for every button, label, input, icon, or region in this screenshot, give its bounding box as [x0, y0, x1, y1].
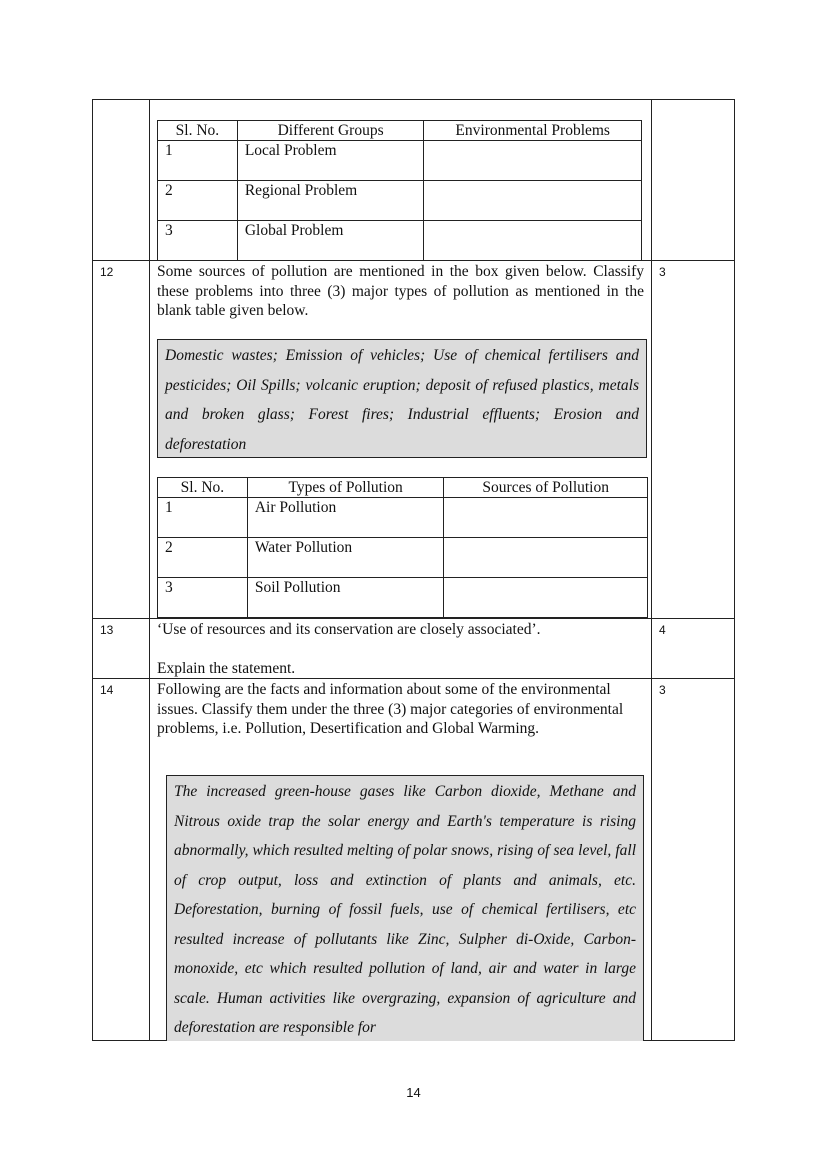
table-row [158, 498, 648, 538]
column-header: Sl. No. [158, 478, 248, 498]
answer-cell[interactable] [424, 221, 642, 261]
environmental-problems-table [157, 120, 642, 261]
group-name: Global Problem [237, 221, 424, 261]
pollution-sources-box: Domestic wastes; Emission of vehicles; Use of chemical fertilisers and pesticides; Oil Spills; volcanic eruption; deposit of refused plastics, metals and broken glass; Forest fires; Industrial effluents; Erosion and deforestation [157, 339, 647, 458]
serial-number: 1 [158, 498, 248, 538]
question-number: 14 [100, 683, 114, 697]
page-number: 14 [406, 1085, 421, 1100]
table-row [158, 538, 648, 578]
question-text: Following are the facts and information about some of the environmental issues. Classify them under the three (3) major categories of environmental problems, i.e. Pollution, Desertification and Global Warming. [157, 681, 624, 737]
question-number: 13 [100, 623, 114, 637]
table-row [158, 141, 642, 181]
serial-number: 2 [158, 538, 248, 578]
column-header: Different Groups [237, 121, 424, 141]
question-instruction: Explain the statement. [157, 660, 296, 677]
answer-cell[interactable] [424, 141, 642, 181]
pollution-types-table [157, 477, 648, 618]
answer-cell[interactable] [444, 498, 648, 538]
question-text: ‘Use of resources and its conservation are closely associated’. [157, 621, 541, 638]
column-header: Sources of Pollution [444, 478, 648, 498]
serial-number: 3 [158, 578, 248, 618]
column-header: Types of Pollution [247, 478, 444, 498]
pollution-type: Air Pollution [247, 498, 444, 538]
table-row [158, 181, 642, 221]
pollution-type: Soil Pollution [247, 578, 444, 618]
question-marks: 3 [659, 683, 666, 697]
answer-cell[interactable] [444, 578, 648, 618]
table-header-row [158, 478, 648, 498]
column-header: Sl. No. [158, 121, 238, 141]
question-number: 12 [100, 265, 114, 279]
serial-number: 2 [158, 181, 238, 221]
column-divider-marks [651, 99, 652, 1041]
environmental-issues-box: The increased green-house gases like Carbon dioxide, Methane and Nitrous oxide trap the solar energy and Earth's temperature is rising abnormally, which resulted melting of polar snows, rising of sea level, fall of crop output, loss and extinction of plants and animals, etc. Deforestation, burning of fossil fuels, use of chemical fertilisers, etc resulted increase of pollutants like Zinc, Sulpher di-Oxide, Carbon-monoxide, etc which resulted pollution of land, air and water in large scale. Human activities like overgrazing, expansion of agriculture and deforestation are responsible for [166, 775, 644, 1041]
answer-cell[interactable] [444, 538, 648, 578]
answer-cell[interactable] [424, 181, 642, 221]
pollution-type: Water Pollution [247, 538, 444, 578]
question-marks: 4 [659, 623, 666, 637]
serial-number: 3 [158, 221, 238, 261]
column-header: Environmental Problems [424, 121, 642, 141]
column-divider-qno [149, 99, 150, 1041]
table-row [158, 221, 642, 261]
table-row [158, 578, 648, 618]
question-marks: 3 [659, 265, 666, 279]
group-name: Local Problem [237, 141, 424, 181]
row-divider-q13 [92, 618, 735, 619]
serial-number: 1 [158, 141, 238, 181]
question-text: Some sources of pollution are mentioned in the box given below. Classify these problems into three (3) major types of pollution as mentioned in the blank table given below. [157, 263, 644, 319]
group-name: Regional Problem [237, 181, 424, 221]
table-header-row [158, 121, 642, 141]
